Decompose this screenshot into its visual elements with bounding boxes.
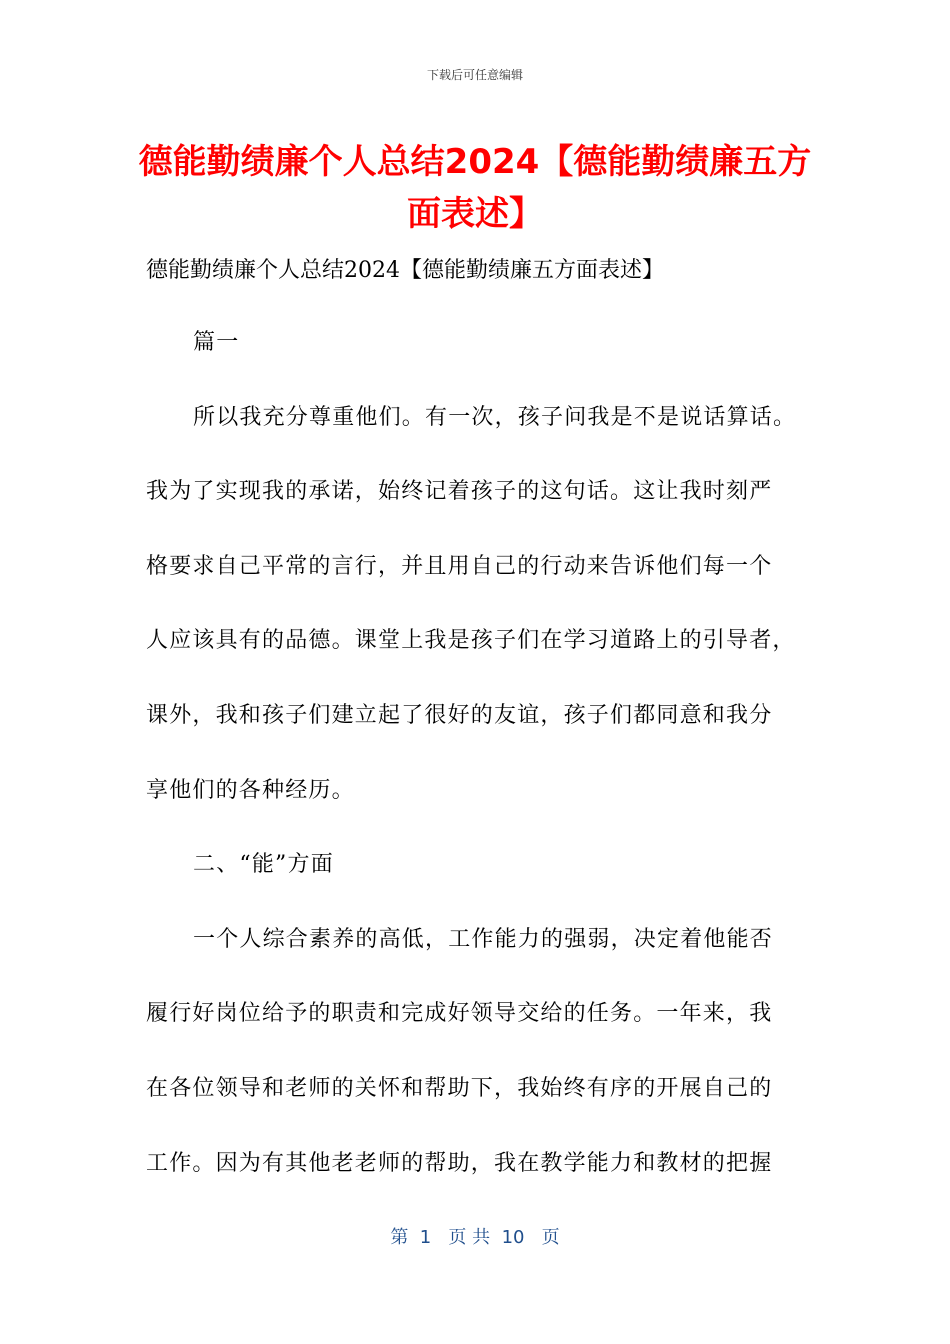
paragraph-line: 人应该具有的品德。课堂上我是孩子们在学习道路上的引导者， [146,628,796,654]
page-number-footer: 第 1 页 共 10 页 [390,1227,560,1248]
paragraph-line: 所以我充分尊重他们。有一次，孩子问我是不是说话算话。 [193,404,797,430]
section-heading-ability: 二、“能”方面 [193,852,334,878]
document-body [146,326,806,1221]
paragraph-line: 履行好岗位给予的职责和完成好领导交给的任务。一年来，我 [146,1001,773,1027]
paragraph-line: 工作。因为有其他老老师的帮助，我在教学能力和教材的把握 [146,1150,773,1176]
document-title-line-2: 面表述】 [407,194,543,234]
paragraph-line: 在各位领导和老师的关怀和帮助下，我始终有序的开展自己的 [146,1075,773,1101]
paragraph-line: 一个人综合素养的高低，工作能力的强弱，决定着他能否 [193,926,774,952]
document-title [110,136,840,240]
paragraph-line: 课外，我和孩子们建立起了很好的友谊，孩子们都同意和我分 [146,702,773,728]
paragraph-line: 享他们的各种经历。 [146,777,355,803]
section-heading-part-one: 篇一 [193,330,240,355]
paragraph-line: 我为了实现我的承诺，始终记着孩子的这句话。这让我时刻严 [146,479,773,505]
paragraph-line: 格要求自己平常的言行，并且用自己的行动来告诉他们每一个 [146,553,773,579]
header-note: 下载后可任意编辑 [426,68,523,82]
document-subtitle: 德能勤绩廉个人总结2024【德能勤绩廉五方面表述】 [146,258,664,283]
document-title-line-1: 德能勤绩廉个人总结2024【德能勤绩廉五方 [138,142,812,182]
